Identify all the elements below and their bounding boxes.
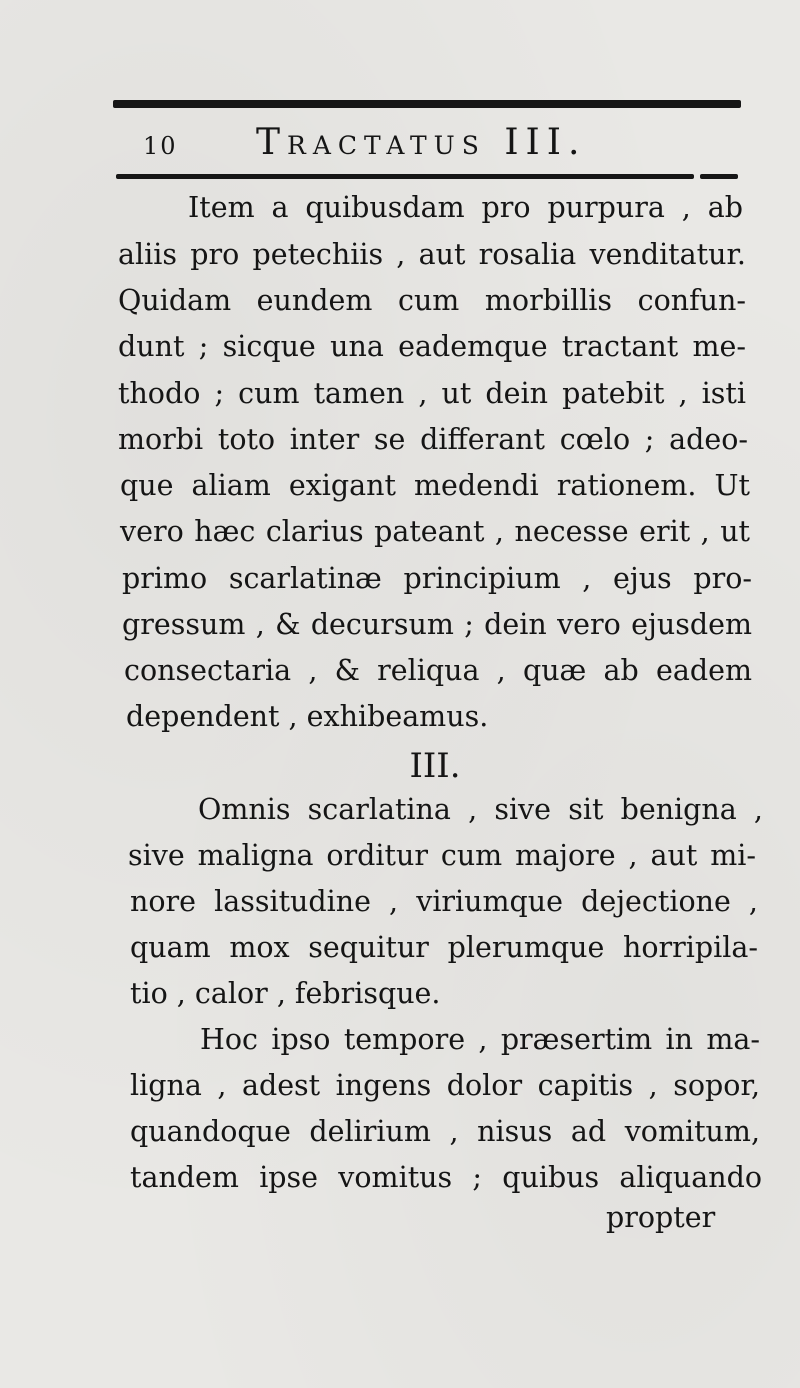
text-line: tio , calor , febrisque. xyxy=(130,977,441,1010)
text-line: dunt ; sicque una eademque tractant me- xyxy=(118,330,746,363)
running-head: Tractatus III. xyxy=(256,122,587,163)
text-line: consectaria , & reliqua , quæ ab eadem xyxy=(124,654,752,687)
text-line: nore lassitudine , viriumque dejectione , xyxy=(130,885,758,918)
text-line: vero hæc clarius pateant , necesse erit , ut xyxy=(120,515,750,548)
text-line: quam mox sequitur plerumque horripila- xyxy=(130,931,758,964)
text-line: Item a quibusdam pro purpura , ab xyxy=(188,191,743,224)
text-line: morbi toto inter se differant cœlo ; adeo- xyxy=(118,423,748,456)
text-line: aliis pro petechiis , aut rosalia venditatur. xyxy=(118,238,746,271)
catchword: propter xyxy=(606,1201,716,1234)
text-line: tandem ipse vomitus ; quibus aliquando xyxy=(130,1161,762,1194)
text-line: primo scarlatinæ principium , ejus pro- xyxy=(122,562,752,595)
text-line: que aliam exigant medendi rationem. Ut xyxy=(120,469,750,502)
text-line: ligna , adest ingens dolor capitis , sopor, xyxy=(130,1069,760,1102)
text-line: Quidam eundem cum morbillis confun- xyxy=(118,284,746,317)
page-number: 10 xyxy=(143,132,178,160)
text-line: thodo ; cum tamen , ut dein patebit , isti xyxy=(118,377,746,410)
text-line: dependent , exhibeamus. xyxy=(126,700,489,733)
text-line: sive maligna orditur cum majore , aut mi- xyxy=(128,839,756,872)
text-line: Omnis scarlatina , sive sit benigna , xyxy=(198,793,763,826)
section-number: III. xyxy=(409,746,461,786)
text-line: Hoc ipso tempore , præsertim in ma- xyxy=(200,1023,760,1056)
text-line: gressum , & decursum ; dein vero ejusdem xyxy=(122,608,752,641)
text-line: quandoque delirium , nisus ad vomitum, xyxy=(130,1115,760,1148)
